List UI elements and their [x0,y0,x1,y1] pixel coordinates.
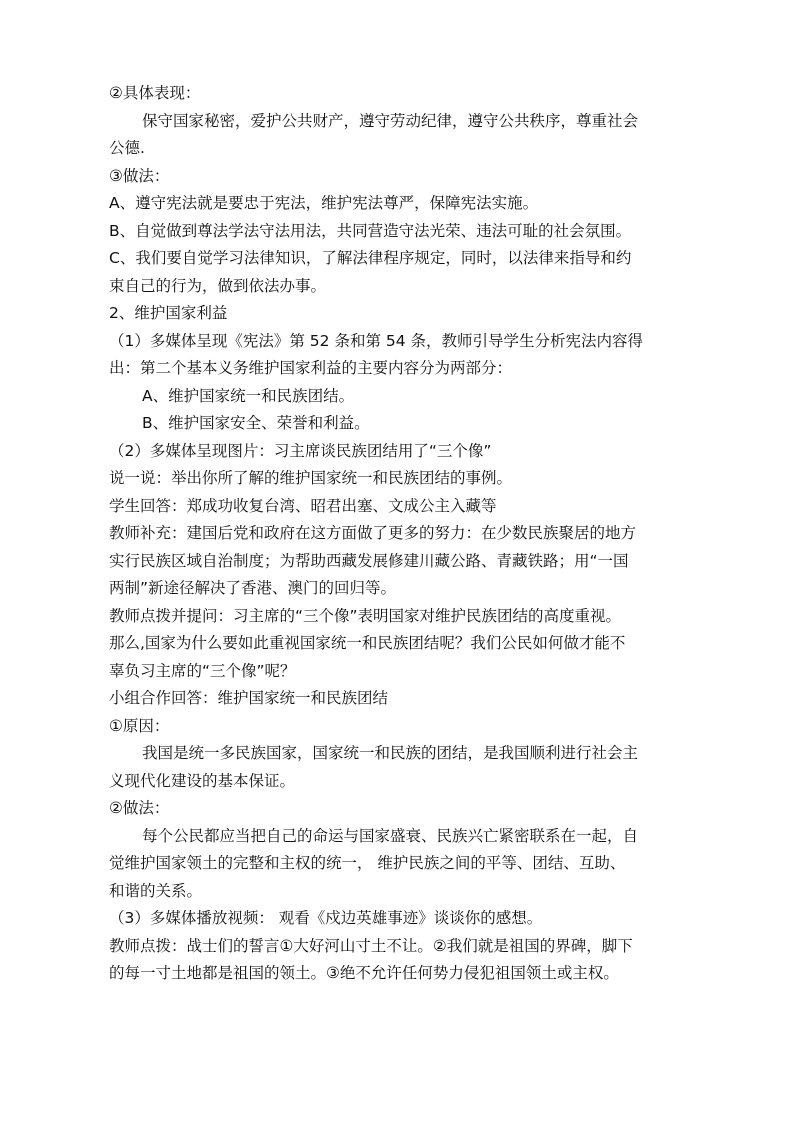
section-heading-national-interest: 2、维护国家利益 [109,304,228,322]
document-body [109,80,691,988]
paragraph-line: 两制”新途径解决了香港、澳门的回归等。 [109,579,397,597]
paragraph-line: 觉维护国家领土的完整和主权的统一， 维护民族之间的平等、团结、互助、 [109,854,626,872]
list-item-c: C、我们要自觉学习法律知识，了解法律程序规定，同时，以法律来指导和约 [109,249,632,267]
paragraph-line: 保守国家秘密，爱护公共财产，遵守劳动纪律，遵守公共秩序，尊重社会 [142,111,639,130]
paragraph-line: （3）多媒体播放视频： 观看《戍边英雄事迹》谈谈你的感想。 [109,909,543,927]
paragraph-line: 教师点拨：战士们的誓言①大好河山寸土不让。②我们就是祖国的界碑，脚下 [109,936,633,955]
paragraph-line: 义现代化建设的基本保证。 [109,771,296,790]
paragraph-line: 说一说：举出你所了解的维护国家统一和民族团结的事例。 [109,469,513,487]
paragraph-line: 和谐的关系。 [109,881,203,900]
paragraph-line: 束自己的行为，做到依法办事。 [109,276,327,295]
paragraph-line: 实行民族区域自治制度；为帮助西藏发展修建川藏公路、青藏铁路；用“一国 [109,551,629,570]
subheading-manifestations: ②具体表现： [109,84,201,102]
paragraph-line: 那么,国家为什么要如此重视国家统一和民族团结呢？我们公民如何做才能不 [109,634,626,652]
paragraph-line: 教师点拨并提问：习主席的“三个像”表明国家对维护民族团结的高度重视。 [109,606,622,625]
paragraph-line: 我国是统一多民族国家，国家统一和民族的团结，是我国顺利进行社会主 [142,744,639,762]
list-item-b: B、自觉做到尊法学法守法用法，共同营造守法光荣、违法可耻的社会氛围。 [109,221,632,240]
paragraph-line: （1）多媒体呈现《宪法》第 52 条和第 54 条，教师引导学生分析宪法内容得 [109,331,644,350]
list-item-a: A、遵守宪法就是要忠于宪法，维护宪法尊严，保障宪法实施。 [109,194,539,212]
paragraph-line: 学生回答：郑成功收复台湾、昭君出塞、文成公主入藏等 [109,496,497,515]
paragraph-line: 的每一寸土地都是祖国的领土。③绝不允许任何势力侵犯祖国领土或主权。 [109,964,619,982]
paragraph-line: 出：第二个基本义务维护国家利益的主要内容分为两部分： [109,359,513,377]
paragraph-line: 每个公民都应当把自己的命运与国家盛衰、民族兴亡紧密联系在一起，自 [142,826,639,845]
paragraph-line: 辜负习主席的“三个像”呢？ [109,661,296,680]
subheading-methods: ③做法： [109,166,170,185]
paragraph-line: 公德. [109,139,145,157]
list-item-a: A、维护国家统一和民族团结。 [142,386,355,405]
paragraph-line: 小组合作回答：维护国家统一和民族团结 [109,689,389,707]
paragraph-line: 教师补充：建国后党和政府在这方面做了更多的努力：在少数民族聚居的地方 [109,524,637,542]
subheading-reasons: ①原因： [109,716,170,735]
paragraph-line: （2）多媒体呈现图片：习主席谈民族团结用了“三个像” [109,441,492,460]
subheading-methods: ②做法： [109,799,170,817]
list-item-b: B、维护国家安全、荣誉和利益。 [142,414,370,432]
